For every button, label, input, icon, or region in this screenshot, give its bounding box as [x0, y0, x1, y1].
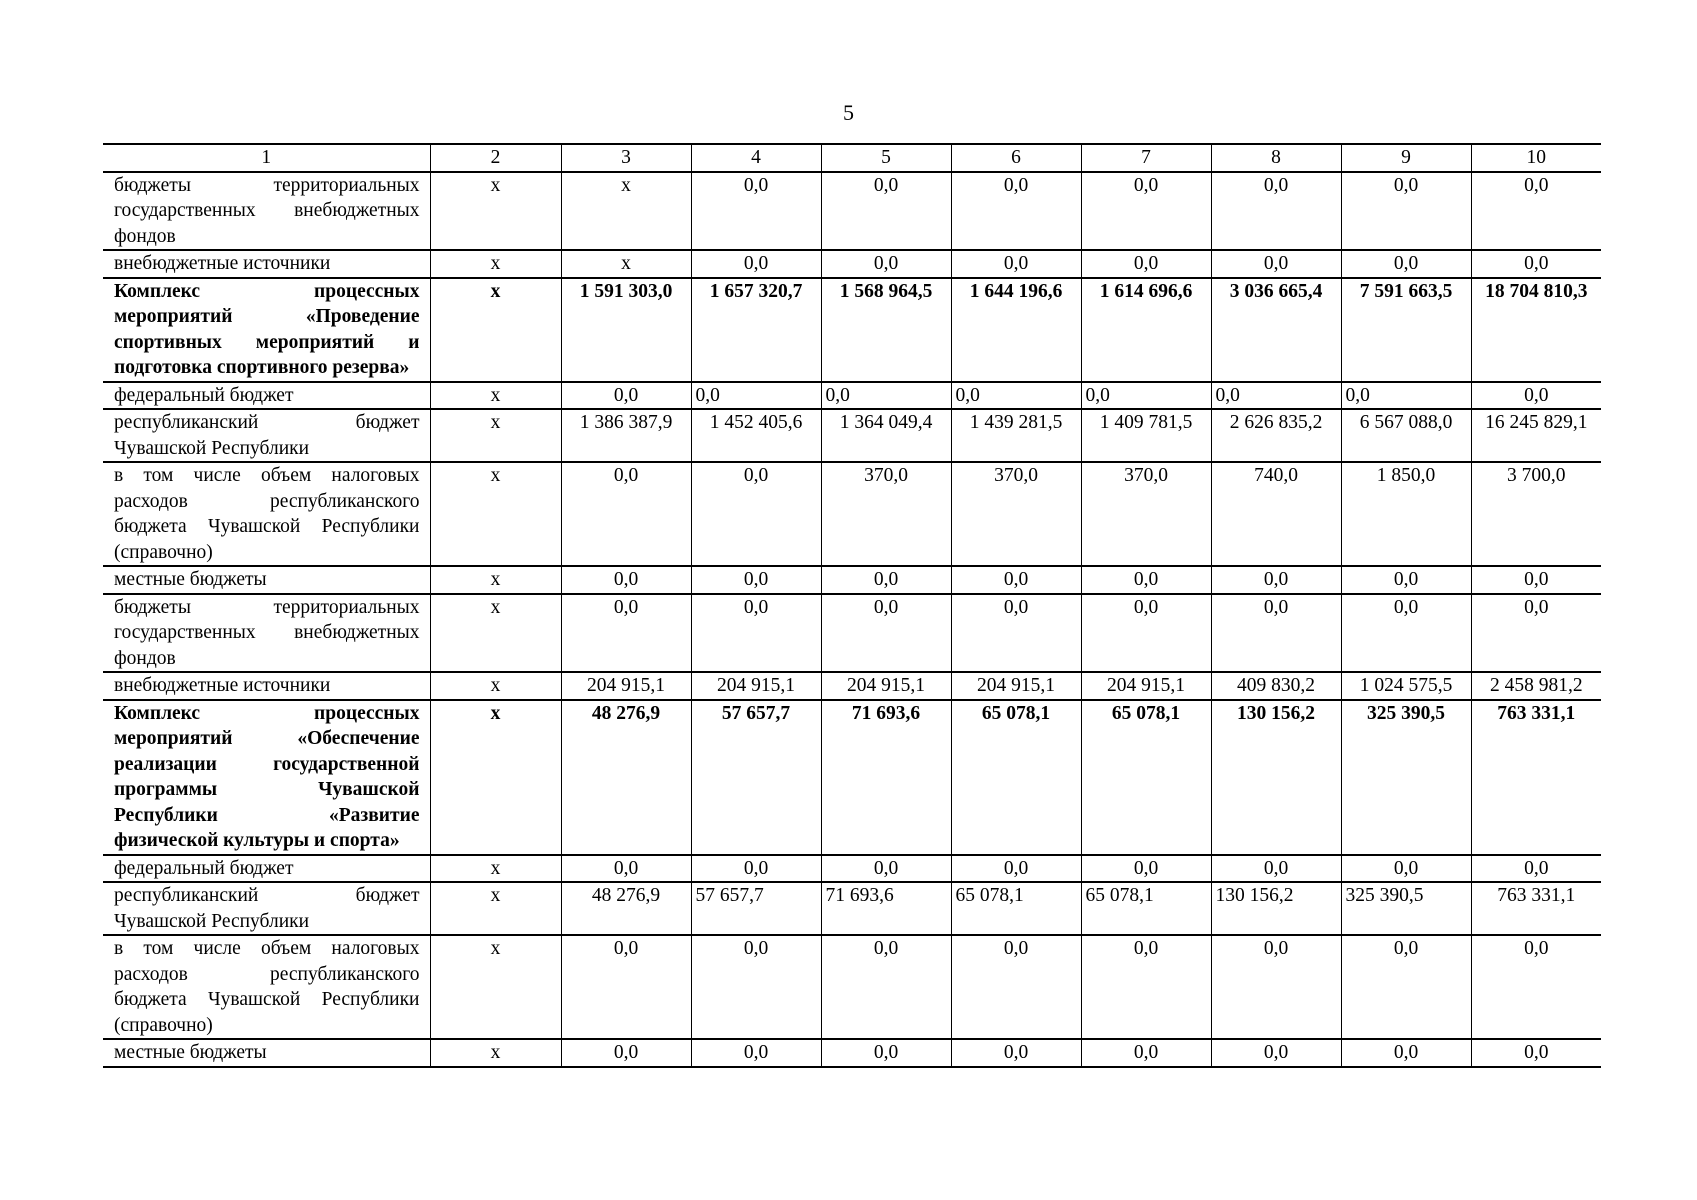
value-cell: 0,0 — [1341, 250, 1471, 278]
row-label: внебюджетные источники — [103, 672, 430, 700]
value-cell: 6 567 088,0 — [1341, 409, 1471, 462]
value-cell: 1 657 320,7 — [691, 278, 821, 382]
value-cell: 0,0 — [691, 382, 821, 410]
value-cell: 0,0 — [1341, 566, 1471, 594]
value-cell: 2 458 981,2 — [1471, 672, 1601, 700]
value-cell: 0,0 — [951, 935, 1081, 1039]
table-row — [103, 172, 1601, 251]
value-cell: 204 915,1 — [951, 672, 1081, 700]
value-cell: 0,0 — [821, 250, 951, 278]
value-cell: 48 276,9 — [561, 700, 691, 855]
value-cell: 0,0 — [561, 382, 691, 410]
table-row — [103, 382, 1601, 410]
value-cell: 1 386 387,9 — [561, 409, 691, 462]
value-cell: 0,0 — [1341, 935, 1471, 1039]
value-cell: 48 276,9 — [561, 882, 691, 935]
value-cell: 7 591 663,5 — [1341, 278, 1471, 382]
value-cell: 0,0 — [691, 1039, 821, 1067]
value-cell: 65 078,1 — [1081, 882, 1211, 935]
value-cell: 0,0 — [951, 382, 1081, 410]
value-cell: 409 830,2 — [1211, 672, 1341, 700]
value-cell: 0,0 — [1081, 382, 1211, 410]
value-cell: 0,0 — [1471, 1039, 1601, 1067]
value-cell: 0,0 — [1471, 382, 1601, 410]
value-cell: 1 644 196,6 — [951, 278, 1081, 382]
value-cell: 0,0 — [1341, 855, 1471, 883]
value-cell: 3 036 665,4 — [1211, 278, 1341, 382]
value-cell: 1 591 303,0 — [561, 278, 691, 382]
value-cell: 0,0 — [1211, 250, 1341, 278]
row-label: внебюджетные источники — [103, 250, 430, 278]
header-cell: 10 — [1471, 144, 1601, 172]
page-number: 5 — [843, 100, 854, 125]
value-cell: 0,0 — [1211, 855, 1341, 883]
value-cell: 0,0 — [561, 935, 691, 1039]
header-cell: 4 — [691, 144, 821, 172]
table-row — [103, 882, 1601, 935]
marker-cell: х — [430, 382, 561, 410]
value-cell: 204 915,1 — [821, 672, 951, 700]
value-cell: 204 915,1 — [1081, 672, 1211, 700]
value-cell: 0,0 — [1211, 172, 1341, 251]
table-row — [103, 462, 1601, 566]
value-cell: 0,0 — [951, 594, 1081, 673]
header-cell: 2 — [430, 144, 561, 172]
budget-table — [103, 143, 1601, 1068]
value-cell: 0,0 — [1471, 594, 1601, 673]
value-cell: 0,0 — [821, 1039, 951, 1067]
marker-cell: х — [430, 882, 561, 935]
header-row — [103, 144, 1601, 172]
value-cell: 65 078,1 — [1081, 700, 1211, 855]
header-cell: 9 — [1341, 144, 1471, 172]
value-cell: 16 245 829,1 — [1471, 409, 1601, 462]
header-cell: 1 — [103, 144, 430, 172]
value-cell: 1 024 575,5 — [1341, 672, 1471, 700]
value-cell: 57 657,7 — [691, 882, 821, 935]
row-label: бюджеты территориальных государственных внебюджетных фондов — [103, 172, 430, 251]
header-cell: 6 — [951, 144, 1081, 172]
value-cell: 0,0 — [1341, 1039, 1471, 1067]
value-cell: 763 331,1 — [1471, 700, 1601, 855]
row-label: республиканский бюджет Чувашской Республики — [103, 882, 430, 935]
value-cell: 370,0 — [951, 462, 1081, 566]
value-cell: 0,0 — [951, 250, 1081, 278]
value-cell: 0,0 — [1081, 250, 1211, 278]
value-cell: 0,0 — [1081, 172, 1211, 251]
value-cell: 0,0 — [1081, 855, 1211, 883]
value-cell: 0,0 — [1341, 172, 1471, 251]
value-cell: 0,0 — [821, 382, 951, 410]
marker-cell: х — [430, 700, 561, 855]
header-cell: 8 — [1211, 144, 1341, 172]
value-cell: 0,0 — [1211, 594, 1341, 673]
value-cell: 0,0 — [561, 594, 691, 673]
value-cell: 0,0 — [561, 1039, 691, 1067]
value-cell: х — [561, 250, 691, 278]
table-row — [103, 1039, 1601, 1067]
value-cell: 325 390,5 — [1341, 882, 1471, 935]
value-cell: 0,0 — [691, 250, 821, 278]
table-row — [103, 672, 1601, 700]
value-cell: 0,0 — [1211, 382, 1341, 410]
table-row — [103, 278, 1601, 382]
value-cell: 1 452 405,6 — [691, 409, 821, 462]
marker-cell: х — [430, 462, 561, 566]
header-cell: 3 — [561, 144, 691, 172]
value-cell: 204 915,1 — [561, 672, 691, 700]
value-cell: 1 568 964,5 — [821, 278, 951, 382]
value-cell: 325 390,5 — [1341, 700, 1471, 855]
value-cell: 1 364 049,4 — [821, 409, 951, 462]
value-cell: 65 078,1 — [951, 700, 1081, 855]
value-cell: 0,0 — [821, 855, 951, 883]
value-cell: 0,0 — [1341, 382, 1471, 410]
value-cell: 0,0 — [691, 594, 821, 673]
value-cell: 204 915,1 — [691, 672, 821, 700]
table-body — [103, 144, 1601, 1067]
value-cell: 370,0 — [821, 462, 951, 566]
value-cell: 0,0 — [821, 172, 951, 251]
value-cell: 0,0 — [821, 566, 951, 594]
value-cell: 1 614 696,6 — [1081, 278, 1211, 382]
row-label: местные бюджеты — [103, 566, 430, 594]
value-cell: 370,0 — [1081, 462, 1211, 566]
value-cell: 3 700,0 — [1471, 462, 1601, 566]
value-cell: 71 693,6 — [821, 700, 951, 855]
value-cell: 1 850,0 — [1341, 462, 1471, 566]
table-row — [103, 566, 1601, 594]
header-cell: 7 — [1081, 144, 1211, 172]
row-label: местные бюджеты — [103, 1039, 430, 1067]
row-label: в том числе объем налоговых расходов республиканского бюджета Чувашской Республики (справочно) — [103, 462, 430, 566]
value-cell: 2 626 835,2 — [1211, 409, 1341, 462]
value-cell: 0,0 — [1341, 594, 1471, 673]
value-cell: 0,0 — [951, 1039, 1081, 1067]
marker-cell: х — [430, 1039, 561, 1067]
table-row — [103, 409, 1601, 462]
value-cell: 0,0 — [951, 172, 1081, 251]
row-label: Комплекс процессных мероприятий «Проведение спортивных мероприятий и подготовка спортивного резерва» — [103, 278, 430, 382]
value-cell: 18 704 810,3 — [1471, 278, 1601, 382]
value-cell: 71 693,6 — [821, 882, 951, 935]
value-cell: 740,0 — [1211, 462, 1341, 566]
row-label: Комплекс процессных мероприятий «Обеспечение реализации государственной программы Чувашской Республики «Развитие физической культуры и спорта» — [103, 700, 430, 855]
value-cell: 0,0 — [1211, 935, 1341, 1039]
marker-cell: х — [430, 672, 561, 700]
value-cell: 0,0 — [691, 172, 821, 251]
row-label: федеральный бюджет — [103, 855, 430, 883]
value-cell: 0,0 — [821, 594, 951, 673]
value-cell: 130 156,2 — [1211, 882, 1341, 935]
value-cell: 0,0 — [1471, 250, 1601, 278]
value-cell: 0,0 — [561, 462, 691, 566]
value-cell: 1 409 781,5 — [1081, 409, 1211, 462]
value-cell: 0,0 — [1081, 1039, 1211, 1067]
row-label: в том числе объем налоговых расходов республиканского бюджета Чувашской Республики (справочно) — [103, 935, 430, 1039]
marker-cell: х — [430, 172, 561, 251]
row-label: федеральный бюджет — [103, 382, 430, 410]
value-cell: 763 331,1 — [1471, 882, 1601, 935]
value-cell: 65 078,1 — [951, 882, 1081, 935]
marker-cell: х — [430, 250, 561, 278]
marker-cell: х — [430, 855, 561, 883]
value-cell: 0,0 — [1471, 855, 1601, 883]
value-cell: 0,0 — [561, 855, 691, 883]
value-cell: 0,0 — [691, 935, 821, 1039]
header-cell: 5 — [821, 144, 951, 172]
marker-cell: х — [430, 594, 561, 673]
value-cell: 0,0 — [561, 566, 691, 594]
value-cell: 130 156,2 — [1211, 700, 1341, 855]
value-cell: 0,0 — [1211, 1039, 1341, 1067]
value-cell: 0,0 — [1081, 566, 1211, 594]
value-cell: 0,0 — [821, 935, 951, 1039]
value-cell: 0,0 — [691, 855, 821, 883]
value-cell: 0,0 — [1471, 935, 1601, 1039]
value-cell: 0,0 — [691, 462, 821, 566]
table-row — [103, 250, 1601, 278]
marker-cell: х — [430, 409, 561, 462]
table-row — [103, 700, 1601, 855]
value-cell: 0,0 — [1211, 566, 1341, 594]
value-cell: 0,0 — [951, 566, 1081, 594]
value-cell: 57 657,7 — [691, 700, 821, 855]
value-cell: 0,0 — [951, 855, 1081, 883]
value-cell: 0,0 — [1471, 172, 1601, 251]
marker-cell: х — [430, 566, 561, 594]
row-label: республиканский бюджет Чувашской Республики — [103, 409, 430, 462]
marker-cell: х — [430, 935, 561, 1039]
value-cell: 0,0 — [1471, 566, 1601, 594]
marker-cell: х — [430, 278, 561, 382]
value-cell: 0,0 — [1081, 594, 1211, 673]
value-cell: 0,0 — [1081, 935, 1211, 1039]
value-cell: 1 439 281,5 — [951, 409, 1081, 462]
value-cell: 0,0 — [691, 566, 821, 594]
value-cell: х — [561, 172, 691, 251]
table-row — [103, 855, 1601, 883]
row-label: бюджеты территориальных государственных внебюджетных фондов — [103, 594, 430, 673]
table-row — [103, 935, 1601, 1039]
table-row — [103, 594, 1601, 673]
